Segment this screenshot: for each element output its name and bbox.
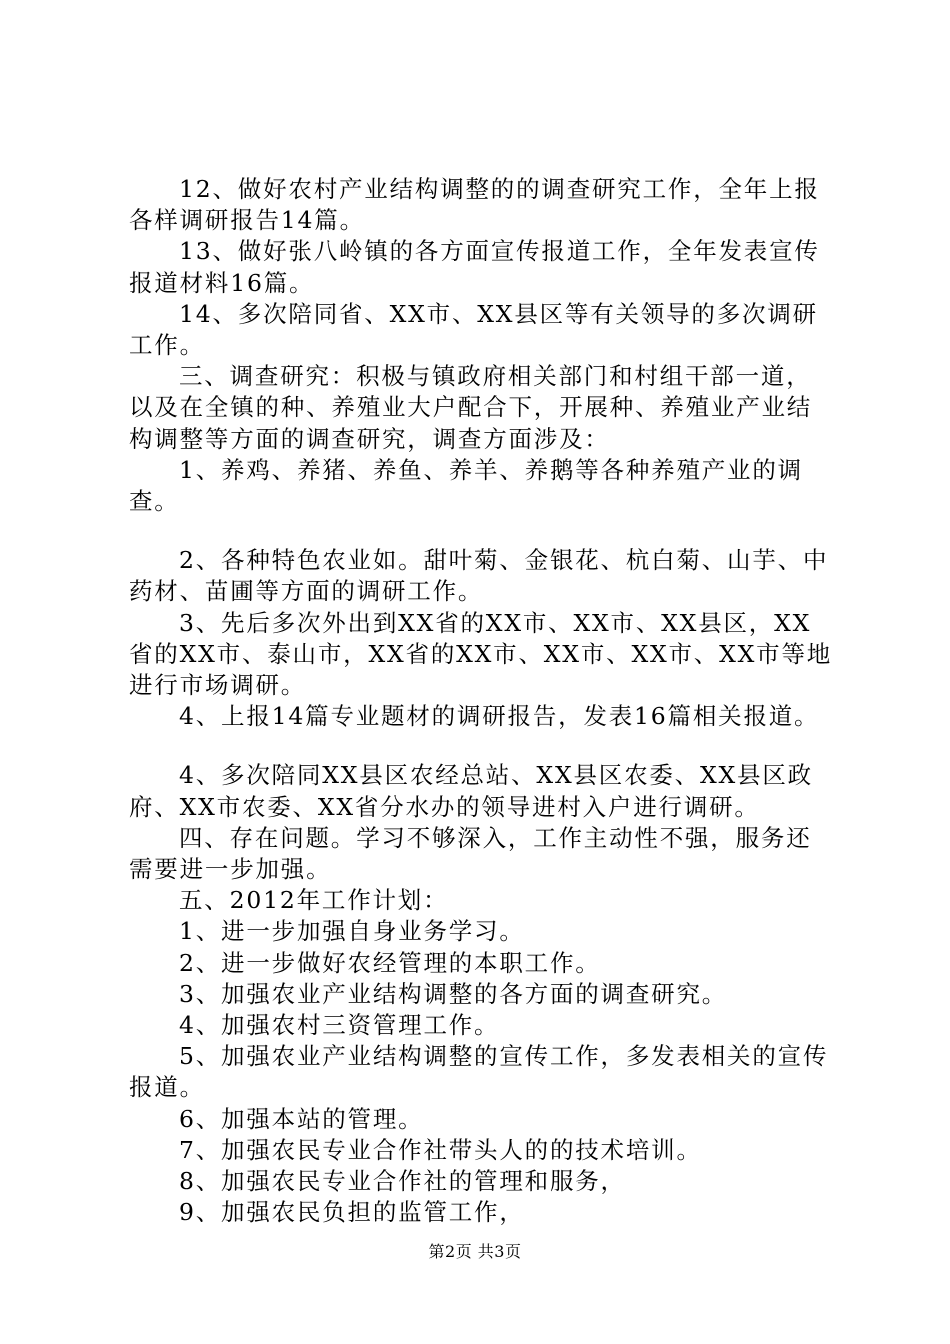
- section-heading-research: 三、调查研究：积极与镇政府相关部门和村组干部一道，以及在全镇的种、养殖业大户配合下，开展种、养殖业产业结构调整等方面的调查研究，调查方面涉及：: [129, 362, 813, 453]
- plan-item-3: 3、加强农业产业结构调整的各方面的调查研究。: [179, 979, 728, 1008]
- paragraph-item-14: 14、多次陪同省、XX市、XX县区等有关领导的多次调研工作。: [129, 299, 818, 360]
- plan-item-8: 8、加强农民专业合作社的管理和服务，: [179, 1167, 626, 1196]
- paragraph-item-13: 13、做好张八岭镇的各方面宣传报道工作，全年发表宣传报道材料16篇。: [129, 237, 820, 297]
- plan-item-4: 4、加强农村三资管理工作。: [179, 1011, 500, 1040]
- plan-item-5: 5、加强农业产业结构调整的宣传工作，多发表相关的宣传报道。: [129, 1042, 829, 1102]
- section-heading-plan: 五、2012年工作计划：: [179, 886, 449, 915]
- plan-item-6: 6、加强本站的管理。: [179, 1104, 424, 1133]
- paragraph-item-12: 12、做好农村产业结构调整的的调查研究工作，全年上报各样调研报告14篇。: [129, 175, 820, 235]
- paragraph-research-4: 4、上报14篇专业题材的调研报告，发表16篇相关报道。: [179, 702, 820, 731]
- plan-item-2: 2、进一步做好农经管理的本职工作。: [179, 948, 601, 977]
- paragraph-research-1: 1、养鸡、养猪、养鱼、养羊、养鹅等各种养殖产业的调查。: [129, 455, 803, 516]
- section-heading-problems: 四、存在问题。学习不够深入，工作主动性不强，服务还需要进一步加强。: [129, 823, 812, 884]
- plan-item-7: 7、加强农民专业合作社带头人的的技术培训。: [179, 1135, 702, 1164]
- paragraph-research-4b: 4、多次陪同XX县区农经总站、XX县区农委、XX县区政府、XX市农委、XX省分水办的领导进村入户进行调研。: [129, 761, 813, 821]
- plan-item-1: 1、进一步加强自身业务学习。: [179, 917, 525, 946]
- plan-item-9: 9、加强农民负担的监管工作，: [179, 1198, 525, 1227]
- paragraph-research-2: 2、各种特色农业如。甜叶菊、金银花、杭白菊、山芋、中药材、苗圃等方面的调研工作。: [129, 546, 829, 606]
- document-body: [129, 174, 834, 1229]
- paragraph-research-3: 3、先后多次外出到XX省的XX市、XX市、XX县区，XX省的XX市、泰山市，XX省的XX市、XX市、XX市、XX市等地进行市场调研。: [129, 608, 833, 700]
- page-footer: 第2页 共3页: [428, 1242, 522, 1261]
